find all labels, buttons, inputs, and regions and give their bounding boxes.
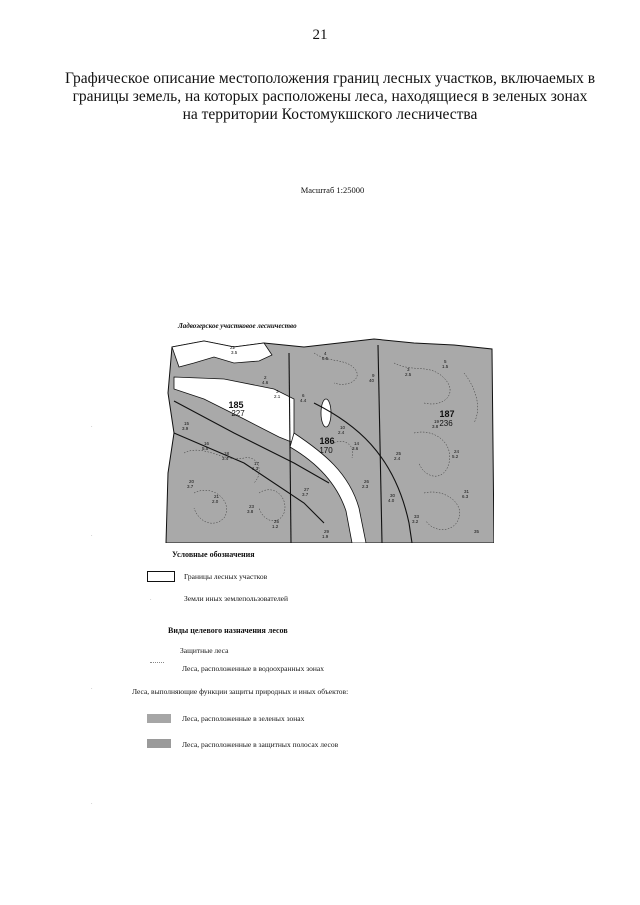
quarter-187-number: 187 xyxy=(439,409,455,419)
svg-text:33: 33 xyxy=(414,514,420,519)
forest-map xyxy=(164,333,494,543)
svg-text:6.5: 6.5 xyxy=(322,356,329,361)
water-protection-swatch xyxy=(150,662,164,664)
svg-text:25: 25 xyxy=(396,451,402,456)
title-line-1: Графическое описание местоположения границ лесных участков, включаемых в xyxy=(64,70,596,87)
svg-text:2.5: 2.5 xyxy=(405,372,412,377)
svg-text:15: 15 xyxy=(184,421,190,426)
legend-green-zone: Леса, расположенные в зеленых зонах xyxy=(182,714,305,723)
svg-text:3.4: 3.4 xyxy=(222,456,229,461)
page-title xyxy=(40,70,620,124)
svg-text:30: 30 xyxy=(390,493,396,498)
svg-text:9: 9 xyxy=(372,373,375,378)
svg-text:3.7: 3.7 xyxy=(187,484,194,489)
svg-text:14: 14 xyxy=(354,441,360,446)
margin-mark: . xyxy=(91,423,93,429)
margin-mark: . xyxy=(91,800,93,806)
forest-map-svg xyxy=(164,333,494,543)
purpose-heading: Виды целевого назначения лесов xyxy=(168,626,288,635)
svg-text:2: 2 xyxy=(264,375,267,380)
title-line-2: границы земель, на которых расположены леса, находящиеся в зеленых зонах xyxy=(72,88,588,105)
svg-text:21: 21 xyxy=(214,494,220,499)
svg-text:22: 22 xyxy=(230,345,236,350)
svg-text:3.6: 3.6 xyxy=(352,446,359,451)
legend-heading: Условные обозначения xyxy=(172,550,255,559)
legend-protective-belts: Леса, расположенные в защитных полосах лесов xyxy=(182,740,339,749)
svg-text:6: 6 xyxy=(302,393,305,398)
map-scale: Масштаб 1:25000 xyxy=(300,185,365,195)
svg-text:4.6: 4.6 xyxy=(262,380,269,385)
svg-text:3.9: 3.9 xyxy=(182,426,189,431)
page-number: 21 xyxy=(312,27,328,43)
svg-text:20: 20 xyxy=(189,479,195,484)
svg-text:16: 16 xyxy=(204,441,210,446)
margin-mark: . xyxy=(91,532,93,538)
legend-item-other-land: Земли иных землепользователей xyxy=(184,594,289,603)
boundary-swatch xyxy=(147,571,175,582)
svg-text:3.2: 3.2 xyxy=(412,519,419,524)
other-land-marker: . xyxy=(150,596,152,602)
svg-text:2.1: 2.1 xyxy=(274,394,281,399)
svg-text:17: 17 xyxy=(254,461,260,466)
svg-text:3.8: 3.8 xyxy=(432,424,439,429)
svg-text:27: 27 xyxy=(304,487,310,492)
legend-item-boundaries: Границы лесных участков xyxy=(184,572,268,581)
quarter-186-area: 170 xyxy=(319,446,333,455)
svg-text:26: 26 xyxy=(364,479,370,484)
margin-mark: . xyxy=(91,685,93,691)
svg-text:1.3: 1.3 xyxy=(252,466,259,471)
svg-text:3: 3 xyxy=(276,389,279,394)
svg-text:10: 10 xyxy=(340,425,346,430)
svg-text:25: 25 xyxy=(274,519,280,524)
svg-text:1.5: 1.5 xyxy=(442,364,449,369)
svg-text:35: 35 xyxy=(474,529,480,534)
quarter-185-number: 185 xyxy=(228,400,244,410)
svg-text:23: 23 xyxy=(249,504,255,509)
quarter-186-number: 186 xyxy=(319,436,335,446)
svg-text:5: 5 xyxy=(444,359,447,364)
svg-text:6.3: 6.3 xyxy=(462,494,469,499)
svg-text:2.4: 2.4 xyxy=(338,430,345,435)
svg-text:18: 18 xyxy=(224,451,230,456)
svg-text:31: 31 xyxy=(464,489,470,494)
green-zone-swatch xyxy=(147,714,171,723)
svg-text:2.3: 2.3 xyxy=(362,484,369,489)
svg-text:5.2: 5.2 xyxy=(452,454,459,459)
svg-text:1.9: 1.9 xyxy=(322,534,329,539)
map-caption: Ладвозерское участковое лесничество xyxy=(178,322,297,330)
quarter-185-area: 227 xyxy=(231,409,245,418)
svg-text:1.2: 1.2 xyxy=(272,524,279,529)
svg-text:3.7: 3.7 xyxy=(302,492,309,497)
svg-text:3.8: 3.8 xyxy=(247,509,254,514)
svg-text:2.4: 2.4 xyxy=(394,456,401,461)
svg-text:19: 19 xyxy=(434,419,440,424)
title-line-3: на территории Костомукшского лесничества xyxy=(182,106,478,123)
svg-text:24: 24 xyxy=(454,449,460,454)
svg-text:40: 40 xyxy=(369,378,375,383)
svg-text:3.5: 3.5 xyxy=(231,350,238,355)
legend-natural-protection: Леса, выполняющие функции защиты природных и иных объектов: xyxy=(132,687,349,696)
protective-belts-swatch xyxy=(147,739,171,748)
legend-protective: Защитные леса xyxy=(180,646,229,655)
svg-text:2.0: 2.0 xyxy=(212,499,219,504)
svg-text:3: 3 xyxy=(407,367,410,372)
lake xyxy=(321,399,331,427)
quarter-187-area: 236 xyxy=(439,419,453,428)
legend-water-protection: Леса, расположенные в водоохранных зонах xyxy=(182,664,324,673)
svg-text:5.5: 5.5 xyxy=(202,446,209,451)
svg-text:4: 4 xyxy=(324,351,327,356)
svg-text:4.0: 4.0 xyxy=(388,498,395,503)
svg-text:29: 29 xyxy=(324,529,330,534)
svg-text:4.4: 4.4 xyxy=(300,398,307,403)
